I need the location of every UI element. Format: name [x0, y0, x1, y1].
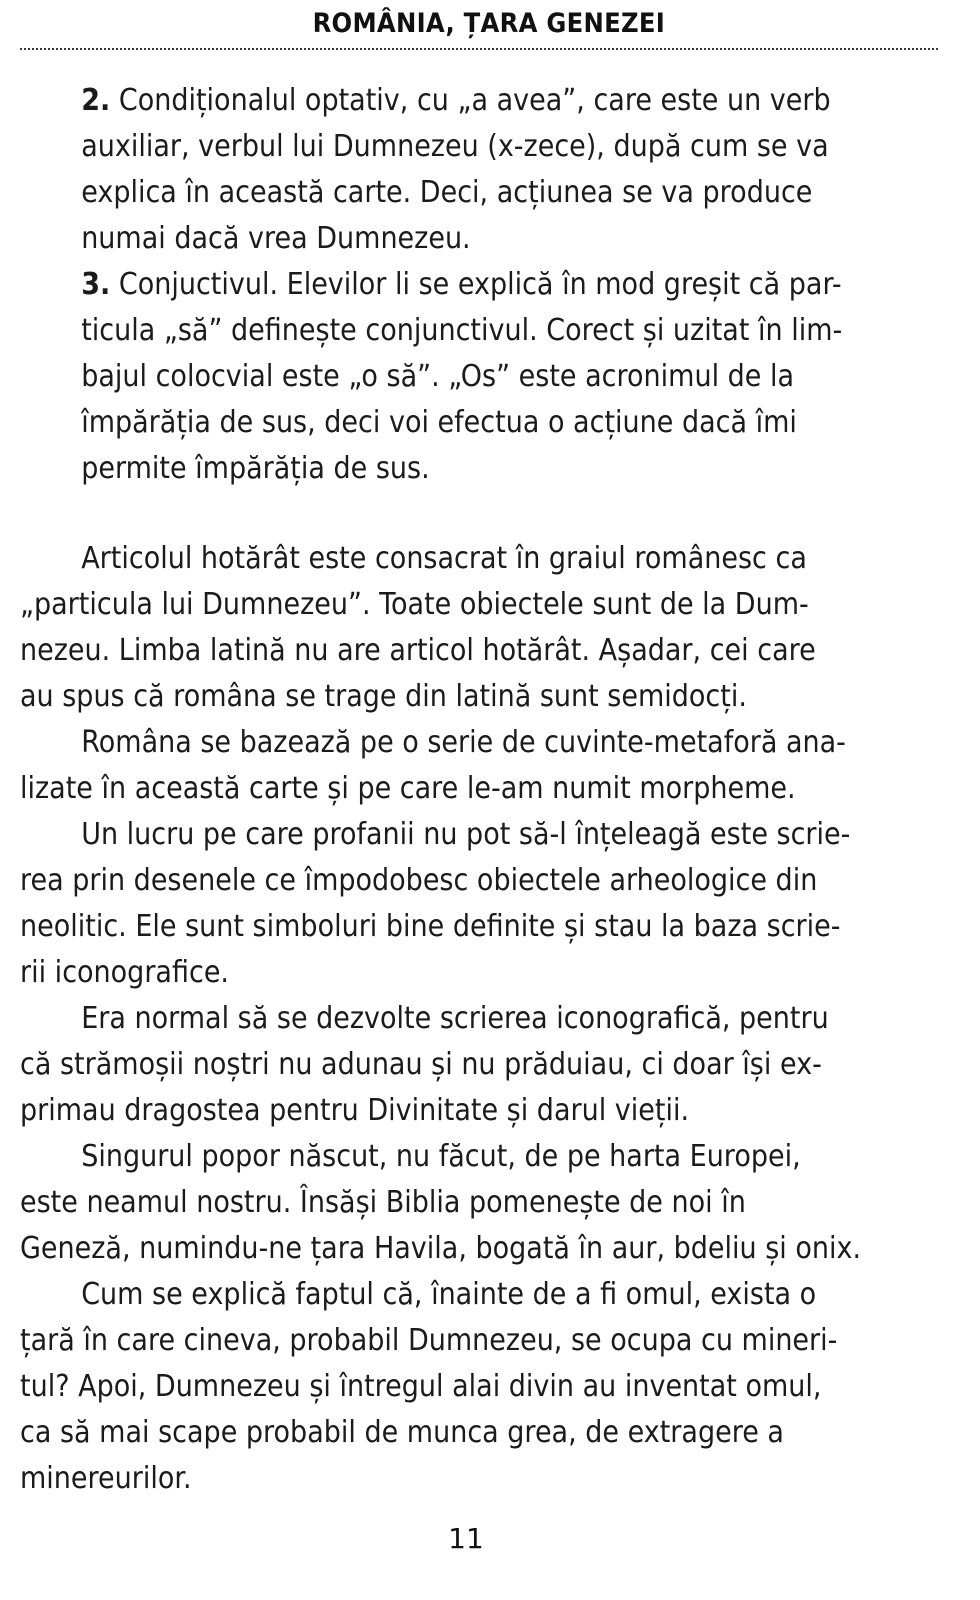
list-item-line [20, 78, 938, 124]
list-item-line: numai dacă vrea Dumnezeu. [81, 221, 471, 256]
list-item-line: auxiliar, verbul lui Dumnezeu (x-zece), după cum se va [81, 129, 829, 164]
paragraph-line: țară în care cineva, probabil Dumnezeu, se ocupa cu mineri- [20, 1323, 838, 1358]
list-item-3 [20, 262, 938, 492]
list-item-number: 2. [81, 83, 111, 118]
page-number: 11 [448, 1522, 484, 1555]
paragraph-line: este neamul nostru. Însăși Biblia pomenește de noi în [20, 1185, 746, 1220]
paragraph-line: minereurilor. [20, 1461, 192, 1496]
paragraph-line: nezeu. Limba latină nu are articol hotărât. Așadar, cei care [20, 633, 816, 668]
paragraph [20, 1272, 938, 1502]
list-item-2 [20, 78, 938, 262]
paragraph [20, 720, 938, 812]
paragraph-line: primau dragostea pentru Divinitate și darul vieții. [20, 1093, 690, 1128]
list-item-line: împărăția de sus, deci voi efectua o acțiune dacă îmi [81, 405, 797, 440]
paragraph-line: Geneză, numindu-ne țara Havila, bogată în aur, bdeliu și onix. [20, 1231, 862, 1266]
paragraph [20, 996, 938, 1134]
paragraph-line: Cum se explică faptul că, înainte de a fi omul, exista o [81, 1277, 817, 1312]
header-dotted-rule [20, 48, 938, 50]
paragraph-line: Singurul popor născut, nu făcut, de pe harta Europei, [81, 1139, 801, 1174]
list-item-line: bajul colocvial este „o să”. „Os” este acronimul de la [81, 359, 795, 394]
list-item-line: permite împărăția de sus. [81, 451, 430, 486]
list-item-text: Condiționalul optativ, cu „a avea”, care este un verb [118, 83, 831, 118]
paragraph [20, 1134, 938, 1272]
paragraph-line: că strămoșii noștri nu adunau și nu prăduiau, ci doar își ex- [20, 1047, 822, 1082]
list-item-line [20, 262, 938, 308]
running-title: ROMÂNIA, ȚARA GENEZEI [312, 8, 666, 39]
paragraph-line: tul? Apoi, Dumnezeu și întregul alai divin au inventat omul, [20, 1369, 822, 1404]
paragraph-line: Era normal să se dezvolte scrierea iconografică, pentru [81, 1001, 829, 1036]
paragraph-line: rii iconografice. [20, 955, 230, 990]
section-gap [20, 492, 938, 536]
paragraph-line: lizate în această carte și pe care le-am numit morpheme. [20, 771, 796, 806]
paragraph-line: „particula lui Dumnezeu”. Toate obiectele sunt de la Dum- [20, 587, 809, 622]
paragraph [20, 536, 938, 720]
page-text [20, 78, 938, 1502]
paragraph-line: neolitic. Ele sunt simboluri bine definite și stau la baza scrie- [20, 909, 841, 944]
list-item-line: ticula „să” definește conjunctivul. Corect și uzitat în lim- [81, 313, 843, 348]
paragraph [20, 812, 938, 996]
paragraph-line: Articolul hotărât este consacrat în graiul românesc ca [81, 541, 807, 576]
paragraph-line: Româna se bazează pe o serie de cuvinte-metaforă ana- [81, 725, 846, 760]
paragraph-line: rea prin desenele ce împodobesc obiectele arheologice din [20, 863, 818, 898]
list-item-line: explica în această carte. Deci, acțiunea se va produce [81, 175, 813, 210]
paragraph-line: au spus că româna se trage din latină sunt semidocți. [20, 679, 747, 714]
list-item-number: 3. [81, 267, 111, 302]
paragraph-line: Un lucru pe care profanii nu pot să-l înțeleagă este scrie- [81, 817, 851, 852]
list-item-text: Conjuctivul. Elevilor li se explică în mod greșit că par- [118, 267, 842, 302]
paragraph-line: ca să mai scape probabil de munca grea, de extragere a [20, 1415, 784, 1450]
